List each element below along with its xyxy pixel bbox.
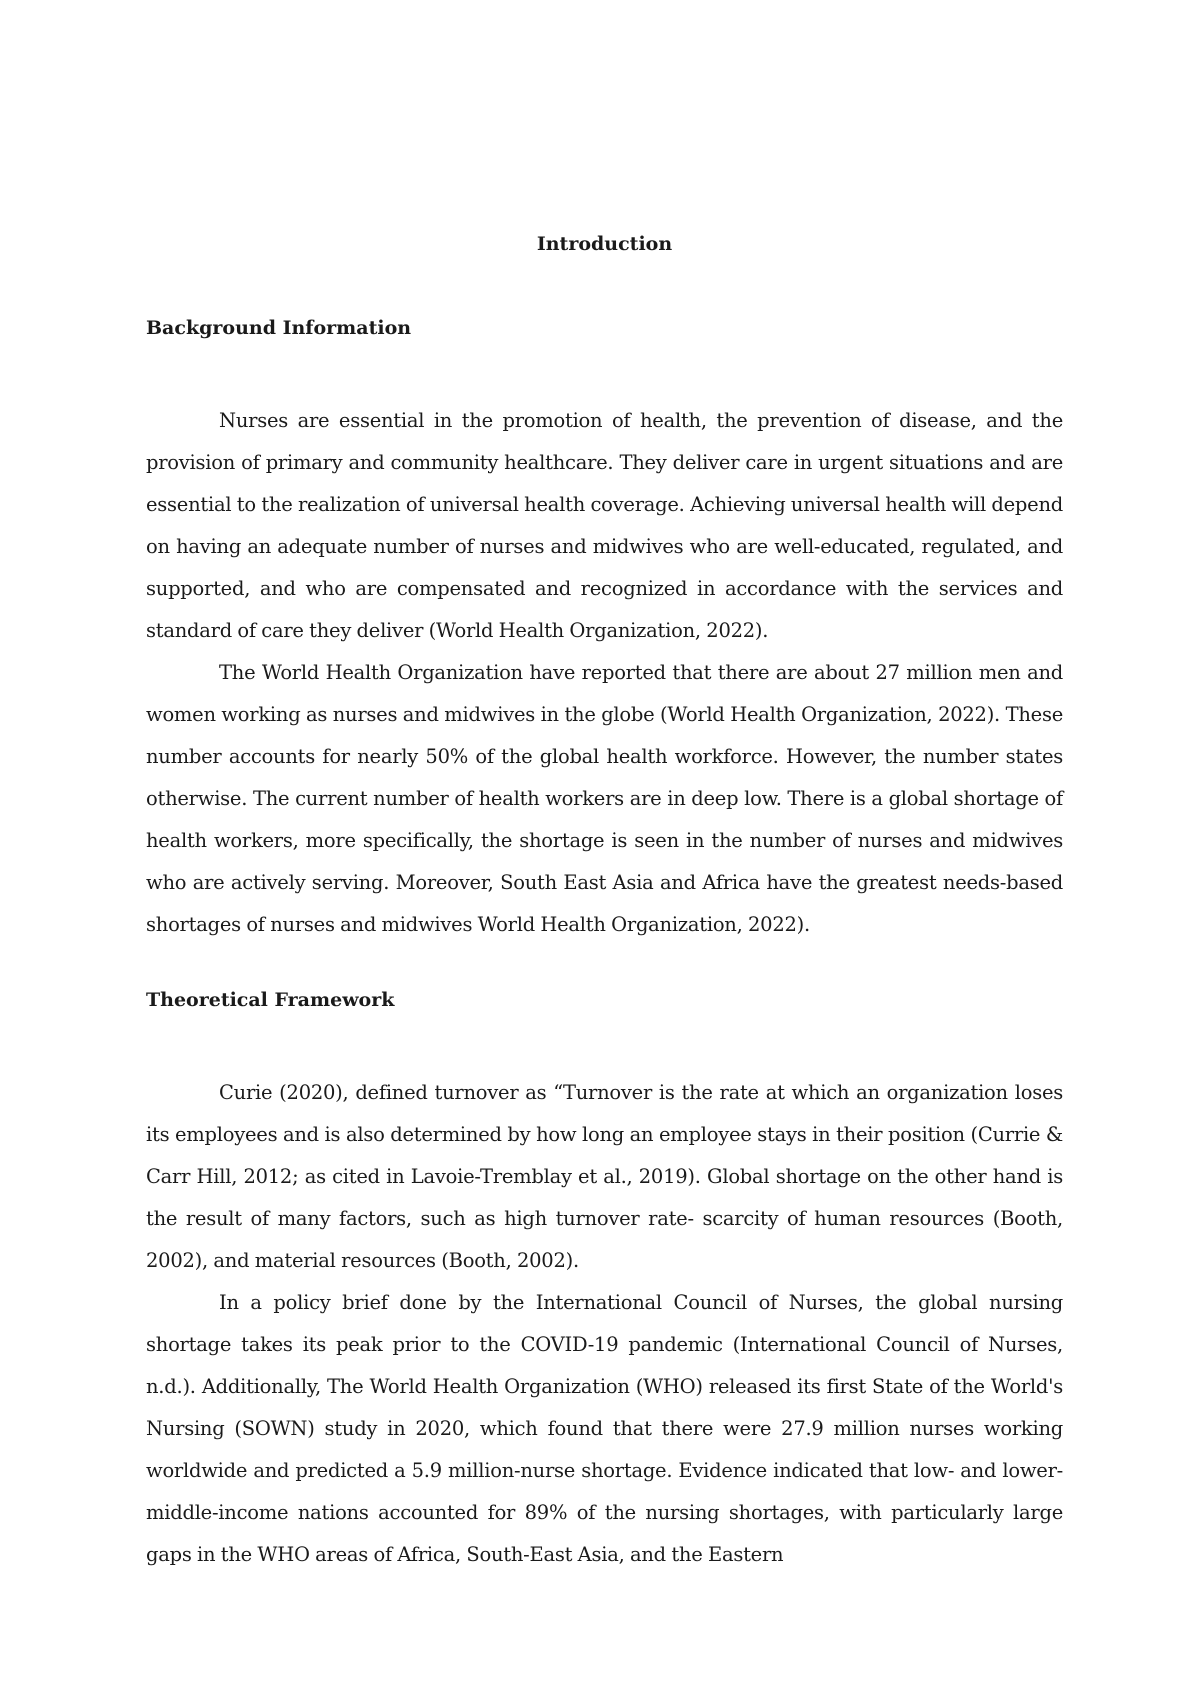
paragraph: Nurses are essential in the promotion of health, the prevention of disease, and the provision of primary and community healthcare. They deliver care in urgent situations and are essential to the realization of universal health coverage. Achieving universal health will depend on having an adequate number of nurses and midwives who are well-educated, regulated, and supported, and who are compensated and recognized in accordance with the services and standard of care they deliver (World Health Organization, 2022). <box>146 409 1063 642</box>
section-heading-background: Background Information <box>146 317 412 339</box>
section-heading-theoretical-framework: Theoretical Framework <box>146 989 395 1011</box>
paragraph: Curie (2020), defined turnover as “Turnover is the rate at which an organization loses its employees and is also determined by how long an employee stays in their position (Currie & Carr Hill, 2012; as cited in Lavoie-Tremblay et al., 2019). Global shortage on the other hand is the result of many factors, such as high turnover rate- scarcity of human resources (Booth, 2002), and material resources (Booth, 2002). <box>146 1081 1063 1272</box>
page-title: Introduction <box>536 233 673 255</box>
paragraph: In a policy brief done by the International Council of Nurses, the global nursing shortage takes its peak prior to the COVID-19 pandemic (International Council of Nurses, n.d.). Additionally, The World Health Organization (WHO) released its first State of the World's Nursing (SOWN) study in 2020, which found that there were 27.9 million nurses working worldwide and predicted a 5.9 million-nurse shortage. Evidence indicated that low- and lower-middle-income nations accounted for 89% of the nursing shortages, with particularly large gaps in the WHO areas of Africa, South-East Asia, and the Eastern <box>146 1291 1063 1566</box>
section-theoretical-framework <box>146 1072 1063 1576</box>
paragraph: The World Health Organization have reported that there are about 27 million men and women working as nurses and midwives in the globe (World Health Organization, 2022). These number accounts for nearly 50% of the global health workforce. However, the number states otherwise. The current number of health workers are in deep low. There is a global shortage of health workers, more specifically, the shortage is seen in the number of nurses and midwives who are actively serving. Moreover, South East Asia and Africa have the greatest needs-based shortages of nurses and midwives World Health Organization, 2022). <box>146 661 1063 936</box>
section-background <box>146 400 1063 946</box>
